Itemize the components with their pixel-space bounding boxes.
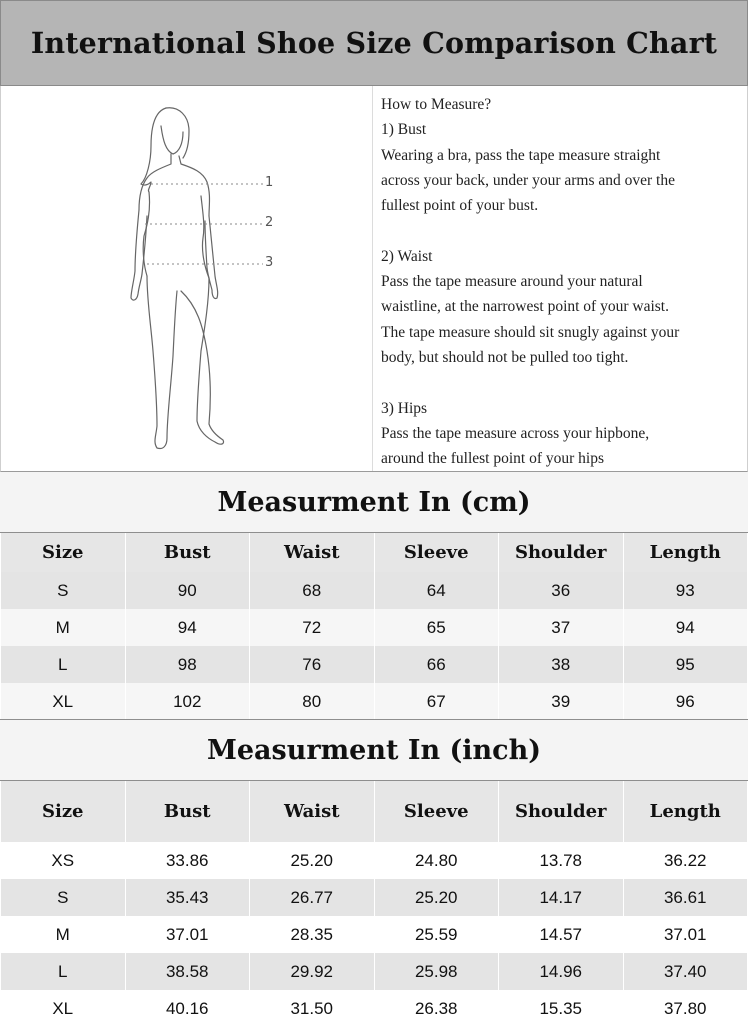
table-row — [1, 646, 748, 683]
size-cell: M — [1, 916, 126, 953]
shoulder-cell: 39 — [499, 683, 624, 720]
sleeve-cell: 25.20 — [374, 879, 499, 916]
waist-line: waistline, at the narrowest point of your waist. — [381, 298, 669, 316]
waist-line: Pass the tape measure around your natural — [381, 273, 643, 291]
marker-2-label: 2 — [265, 215, 274, 230]
sleeve-cell: 24.80 — [374, 842, 499, 879]
hips-line: Pass the tape measure across your hipbone, — [381, 424, 650, 442]
size-cell: XL — [1, 683, 126, 720]
length-cell: 37.80 — [623, 990, 748, 1024]
sleeve-cell: 25.59 — [374, 916, 499, 953]
instructions-heading: How to Measure? — [381, 96, 492, 113]
column-header: Size — [1, 533, 126, 572]
woman-body-outline-icon — [1, 86, 373, 471]
sleeve-cell: 66 — [374, 646, 499, 683]
sleeve-cell: 25.98 — [374, 953, 499, 990]
column-header: Shoulder — [499, 781, 624, 842]
bust-cell: 38.58 — [125, 953, 250, 990]
waist-cell: 26.77 — [250, 879, 375, 916]
column-header: Length — [623, 781, 748, 842]
column-header: Sleeve — [374, 533, 499, 572]
table-row — [1, 879, 748, 916]
shoulder-cell: 15.35 — [499, 990, 624, 1024]
size-cell: XS — [1, 842, 126, 879]
shoulder-cell: 14.96 — [499, 953, 624, 990]
sleeve-cell: 65 — [374, 609, 499, 646]
table-row — [1, 842, 748, 879]
bust-cell: 98 — [125, 646, 250, 683]
column-header: Size — [1, 781, 126, 842]
length-cell: 94 — [623, 609, 748, 646]
bust-line: fullest point of your bust. — [381, 197, 539, 215]
sleeve-cell: 67 — [374, 683, 499, 720]
column-header: Bust — [125, 533, 250, 572]
inch-section-title: Measurment In (inch) — [206, 734, 542, 766]
waist-cell: 68 — [250, 572, 375, 609]
bust-line: across your back, under your arms and over the — [381, 171, 675, 189]
waist-cell: 72 — [250, 609, 375, 646]
how-to-measure-text — [381, 92, 743, 471]
table-row — [1, 953, 748, 990]
waist-cell: 25.20 — [250, 842, 375, 879]
sleeve-cell: 26.38 — [374, 990, 499, 1024]
shoulder-cell: 37 — [499, 609, 624, 646]
column-header: Sleeve — [374, 781, 499, 842]
spacer — [381, 370, 743, 395]
table-row — [1, 683, 748, 720]
bust-cell: 33.86 — [125, 842, 250, 879]
shoulder-cell: 14.57 — [499, 916, 624, 953]
table-row — [1, 572, 748, 609]
sleeve-cell: 64 — [374, 572, 499, 609]
column-header: Bust — [125, 781, 250, 842]
length-cell: 93 — [623, 572, 748, 609]
waist-line: The tape measure should sit snugly against your — [381, 323, 680, 341]
size-cell: S — [1, 572, 126, 609]
waist-cell: 31.50 — [250, 990, 375, 1024]
waist-cell: 80 — [250, 683, 375, 720]
size-cell: L — [1, 646, 126, 683]
bust-cell: 40.16 — [125, 990, 250, 1024]
table-row — [1, 916, 748, 953]
waist-cell: 76 — [250, 646, 375, 683]
marker-3-label: 3 — [265, 255, 274, 270]
length-cell: 36.61 — [623, 879, 748, 916]
shoulder-cell: 14.17 — [499, 879, 624, 916]
cm-size-table — [0, 533, 748, 720]
length-cell: 37.40 — [623, 953, 748, 990]
length-cell: 95 — [623, 646, 748, 683]
bust-title: 1) Bust — [381, 121, 427, 139]
bust-cell: 102 — [125, 683, 250, 720]
hips-line: around the fullest point of your hips — [381, 450, 604, 468]
waist-cell: 28.35 — [250, 916, 375, 953]
shoulder-cell: 36 — [499, 572, 624, 609]
table-row — [1, 990, 748, 1024]
waist-cell: 29.92 — [250, 953, 375, 990]
length-cell: 37.01 — [623, 916, 748, 953]
body-figure-panel — [1, 86, 373, 471]
bust-cell: 35.43 — [125, 879, 250, 916]
hips-title: 3) Hips — [381, 399, 428, 417]
shoulder-cell: 13.78 — [499, 842, 624, 879]
measure-guide-section — [0, 86, 748, 472]
cm-section-header — [0, 472, 748, 533]
table-header-row — [1, 533, 748, 572]
inch-section-header — [0, 719, 748, 781]
length-cell: 96 — [623, 683, 748, 720]
bust-cell: 37.01 — [125, 916, 250, 953]
table-row — [1, 609, 748, 646]
table-header-row — [1, 781, 748, 842]
column-header: Waist — [250, 781, 375, 842]
column-header: Waist — [250, 533, 375, 572]
length-cell: 36.22 — [623, 842, 748, 879]
title-bar — [0, 0, 748, 86]
column-header: Shoulder — [499, 533, 624, 572]
spacer — [381, 218, 743, 243]
waist-title: 2) Waist — [381, 247, 433, 265]
page-title: International Shoe Size Comparison Chart — [30, 26, 718, 60]
cm-section-title: Measurment In (cm) — [217, 486, 531, 518]
bust-line: Wearing a bra, pass the tape measure straight — [381, 146, 661, 164]
marker-1-label: 1 — [265, 175, 274, 190]
shoulder-cell: 38 — [499, 646, 624, 683]
size-cell: L — [1, 953, 126, 990]
column-header: Length — [623, 533, 748, 572]
size-cell: S — [1, 879, 126, 916]
bust-cell: 90 — [125, 572, 250, 609]
size-cell: XL — [1, 990, 126, 1024]
bust-cell: 94 — [125, 609, 250, 646]
size-cell: M — [1, 609, 126, 646]
inch-size-table — [0, 781, 748, 1024]
waist-line: body, but should not be pulled too tight. — [381, 348, 629, 366]
